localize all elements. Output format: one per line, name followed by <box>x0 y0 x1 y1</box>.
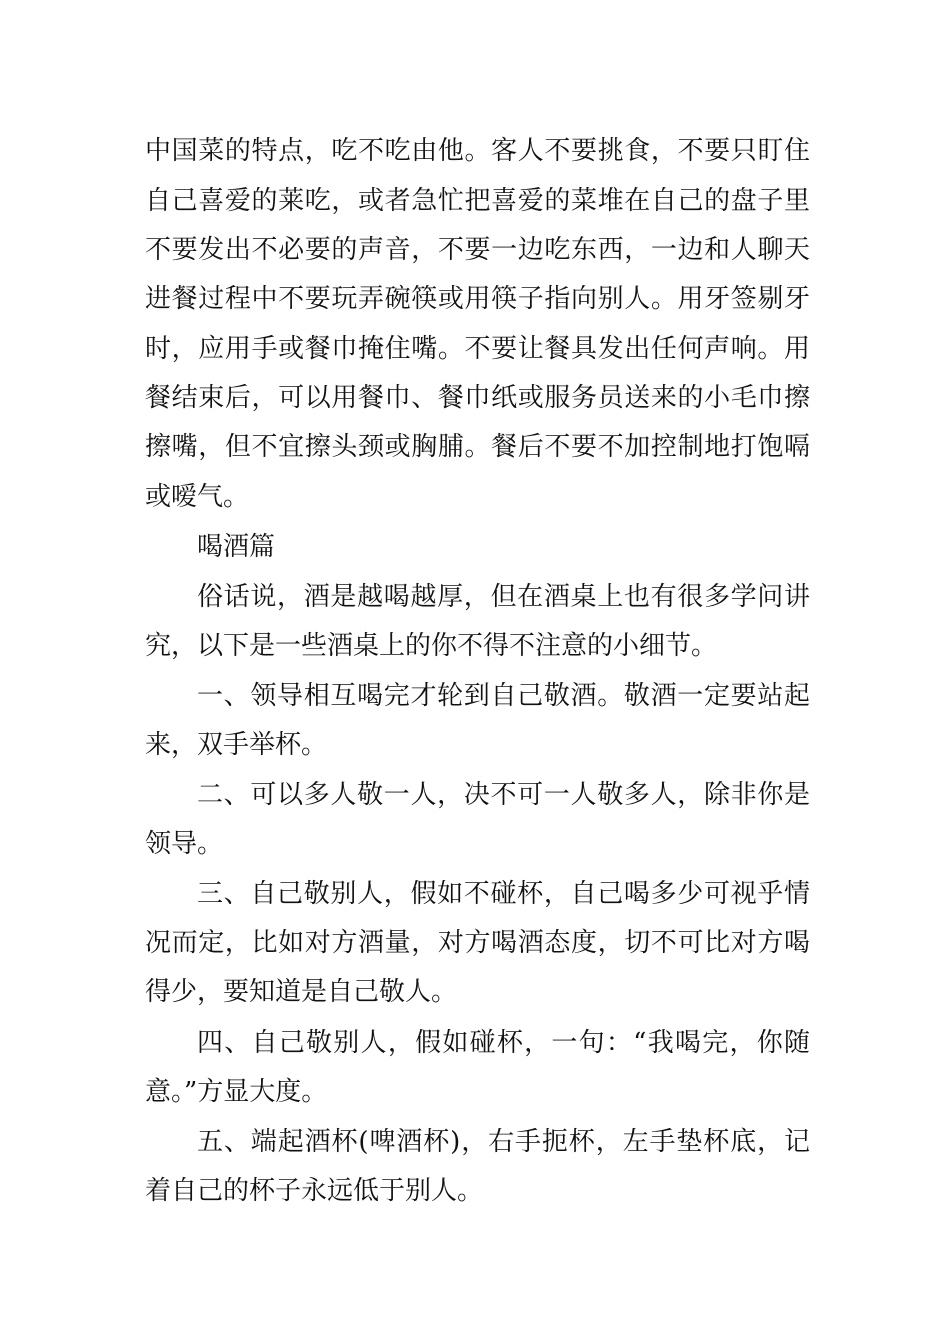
body-line: 俗话说，酒是越喝越厚，但在酒桌上也有很多学问讲 <box>197 582 810 612</box>
list-item-line: 着自己的杯子永远低于别人。 <box>145 1176 484 1206</box>
body-line: 中国菜的特点，吃不吃由他。客人不要挑食，不要只盯住 <box>145 136 810 166</box>
list-item-line: 五、端起酒杯(啤酒杯)，右手扼杯，左手垫杯底，记 <box>197 1127 810 1157</box>
list-item-line: 况而定，比如对方酒量，对方喝酒态度，切不可比对方喝 <box>145 928 810 958</box>
body-line: 进餐过程中不要玩弄碗筷或用筷子指向别人。用牙签剔牙 <box>145 284 810 314</box>
list-item-line: 一、领导相互喝完才轮到自己敬酒。敬酒一定要站起 <box>197 681 810 711</box>
body-line: 时，应用手或餐巾掩住嘴。不要让餐具发出任何声响。用 <box>145 334 810 364</box>
list-item-line: 三、自己敬别人，假如不碰杯，自己喝多少可视乎情 <box>197 879 810 909</box>
body-line: 不要发出不必要的声音，不要一边吃东西，一边和人聊天 <box>145 235 810 265</box>
list-item-line: 领导。 <box>145 829 224 859</box>
list-item-line: 四、自己敬别人，假如碰杯，一句：“我喝完，你随 <box>197 1028 810 1058</box>
body-line: 擦嘴，但不宜擦头颈或胸脯。餐后不要不加控制地打饱嗝 <box>145 432 810 462</box>
section-heading: 喝酒篇 <box>197 532 276 562</box>
body-line: 究，以下是一些酒桌上的你不得不注意的小细节。 <box>145 631 718 661</box>
body-line: 或嗳气。 <box>145 482 250 512</box>
body-line: 自己喜爱的莱吃，或者急忙把喜爱的菜堆在自己的盘子里 <box>145 186 810 216</box>
list-item-line: 得少，要知道是自己敬人。 <box>145 977 458 1007</box>
body-line: 餐结束后，可以用餐巾、餐巾纸或服务员送来的小毛巾擦 <box>145 383 810 413</box>
list-item-line: 意。”方显大度。 <box>145 1077 328 1107</box>
list-item-line: 二、可以多人敬一人，决不可一人敬多人，除非你是 <box>197 780 810 810</box>
list-item-line: 来，双手举杯。 <box>145 730 328 760</box>
